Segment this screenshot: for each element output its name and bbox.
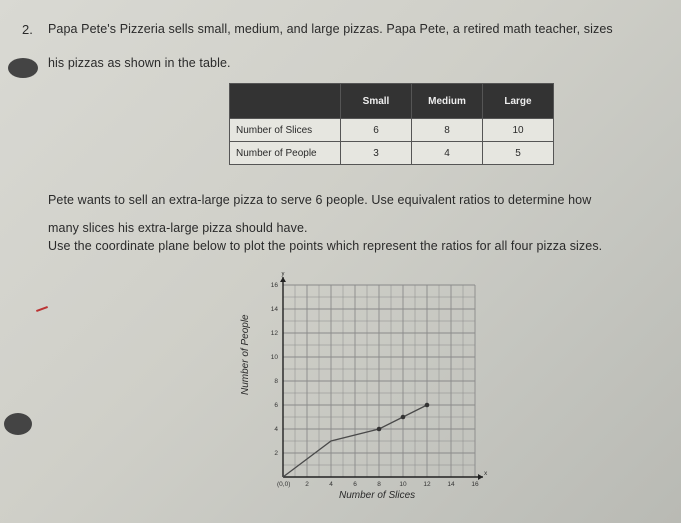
question-text-line-1: Papa Pete's Pizzeria sells small, medium, and large pizzas. Papa Pete, a retired math teacher, sizes <box>48 22 613 36</box>
question-text-line-3: Pete wants to sell an extra-large pizza to serve 6 people. Use equivalent ratios to determine how <box>48 193 592 207</box>
x-tick-label: 6 <box>353 481 357 488</box>
y-tick-label: 10 <box>270 354 278 361</box>
y-tick-label: 4 <box>274 426 278 433</box>
row-label-slices: Number of Slices <box>230 119 341 142</box>
cell-slices-medium: 8 <box>412 119 483 142</box>
question-number: 2. <box>22 22 33 37</box>
data-point <box>401 415 406 420</box>
cell-slices-large: 10 <box>483 119 554 142</box>
cell-people-small: 3 <box>341 142 412 165</box>
question-text-line-5: Use the coordinate plane below to plot the points which represent the ratios for all four pizza sizes. <box>48 239 603 253</box>
cell-slices-small: 6 <box>341 119 412 142</box>
y-axis-letter: y <box>281 272 285 277</box>
x-tick-label: 16 <box>471 481 479 488</box>
x-tick-label: 4 <box>329 481 333 488</box>
y-tick-labels <box>271 282 279 457</box>
table-row <box>230 142 554 165</box>
y-tick-label: 2 <box>274 450 278 457</box>
x-axis-arrow <box>478 474 483 480</box>
data-point <box>377 427 382 432</box>
hole-punch-top <box>8 58 38 78</box>
table-header-small: Small <box>341 84 412 119</box>
axes <box>280 277 483 480</box>
y-axis-arrow <box>280 277 286 282</box>
y-tick-label: 12 <box>270 330 278 337</box>
table-header-medium: Medium <box>412 84 483 119</box>
pencil-mark <box>36 306 48 312</box>
table-header-row <box>230 84 554 119</box>
x-tick-labels <box>305 481 479 488</box>
data-point <box>425 403 430 408</box>
x-tick-label: 8 <box>377 481 381 488</box>
grid-lines <box>283 285 475 477</box>
table-header-large: Large <box>483 84 554 119</box>
x-axis-label: Number of Slices <box>339 490 416 501</box>
cell-people-medium: 4 <box>412 142 483 165</box>
table-header-blank <box>230 84 341 119</box>
origin-label: (0,0) <box>277 481 291 488</box>
x-tick-label: 14 <box>447 481 455 488</box>
cell-people-large: 5 <box>483 142 554 165</box>
question-text-line-4: many slices his extra-large pizza should have. <box>48 221 308 235</box>
y-tick-label: 14 <box>270 306 278 313</box>
x-tick-label: 10 <box>399 481 407 488</box>
coordinate-plane <box>255 272 490 494</box>
question-text-line-2: his pizzas as shown in the table. <box>48 56 231 70</box>
pizza-size-table <box>229 83 554 165</box>
x-axis-letter: x <box>484 470 488 477</box>
y-tick-label: 8 <box>274 378 278 385</box>
y-tick-label: 16 <box>270 282 278 289</box>
y-tick-label: 6 <box>274 402 278 409</box>
hole-punch-bottom <box>4 413 32 435</box>
x-tick-label: 2 <box>305 481 309 488</box>
table-row <box>230 119 554 142</box>
y-axis-label: Number of People <box>240 314 251 395</box>
row-label-people: Number of People <box>230 142 341 165</box>
x-tick-label: 12 <box>423 481 431 488</box>
